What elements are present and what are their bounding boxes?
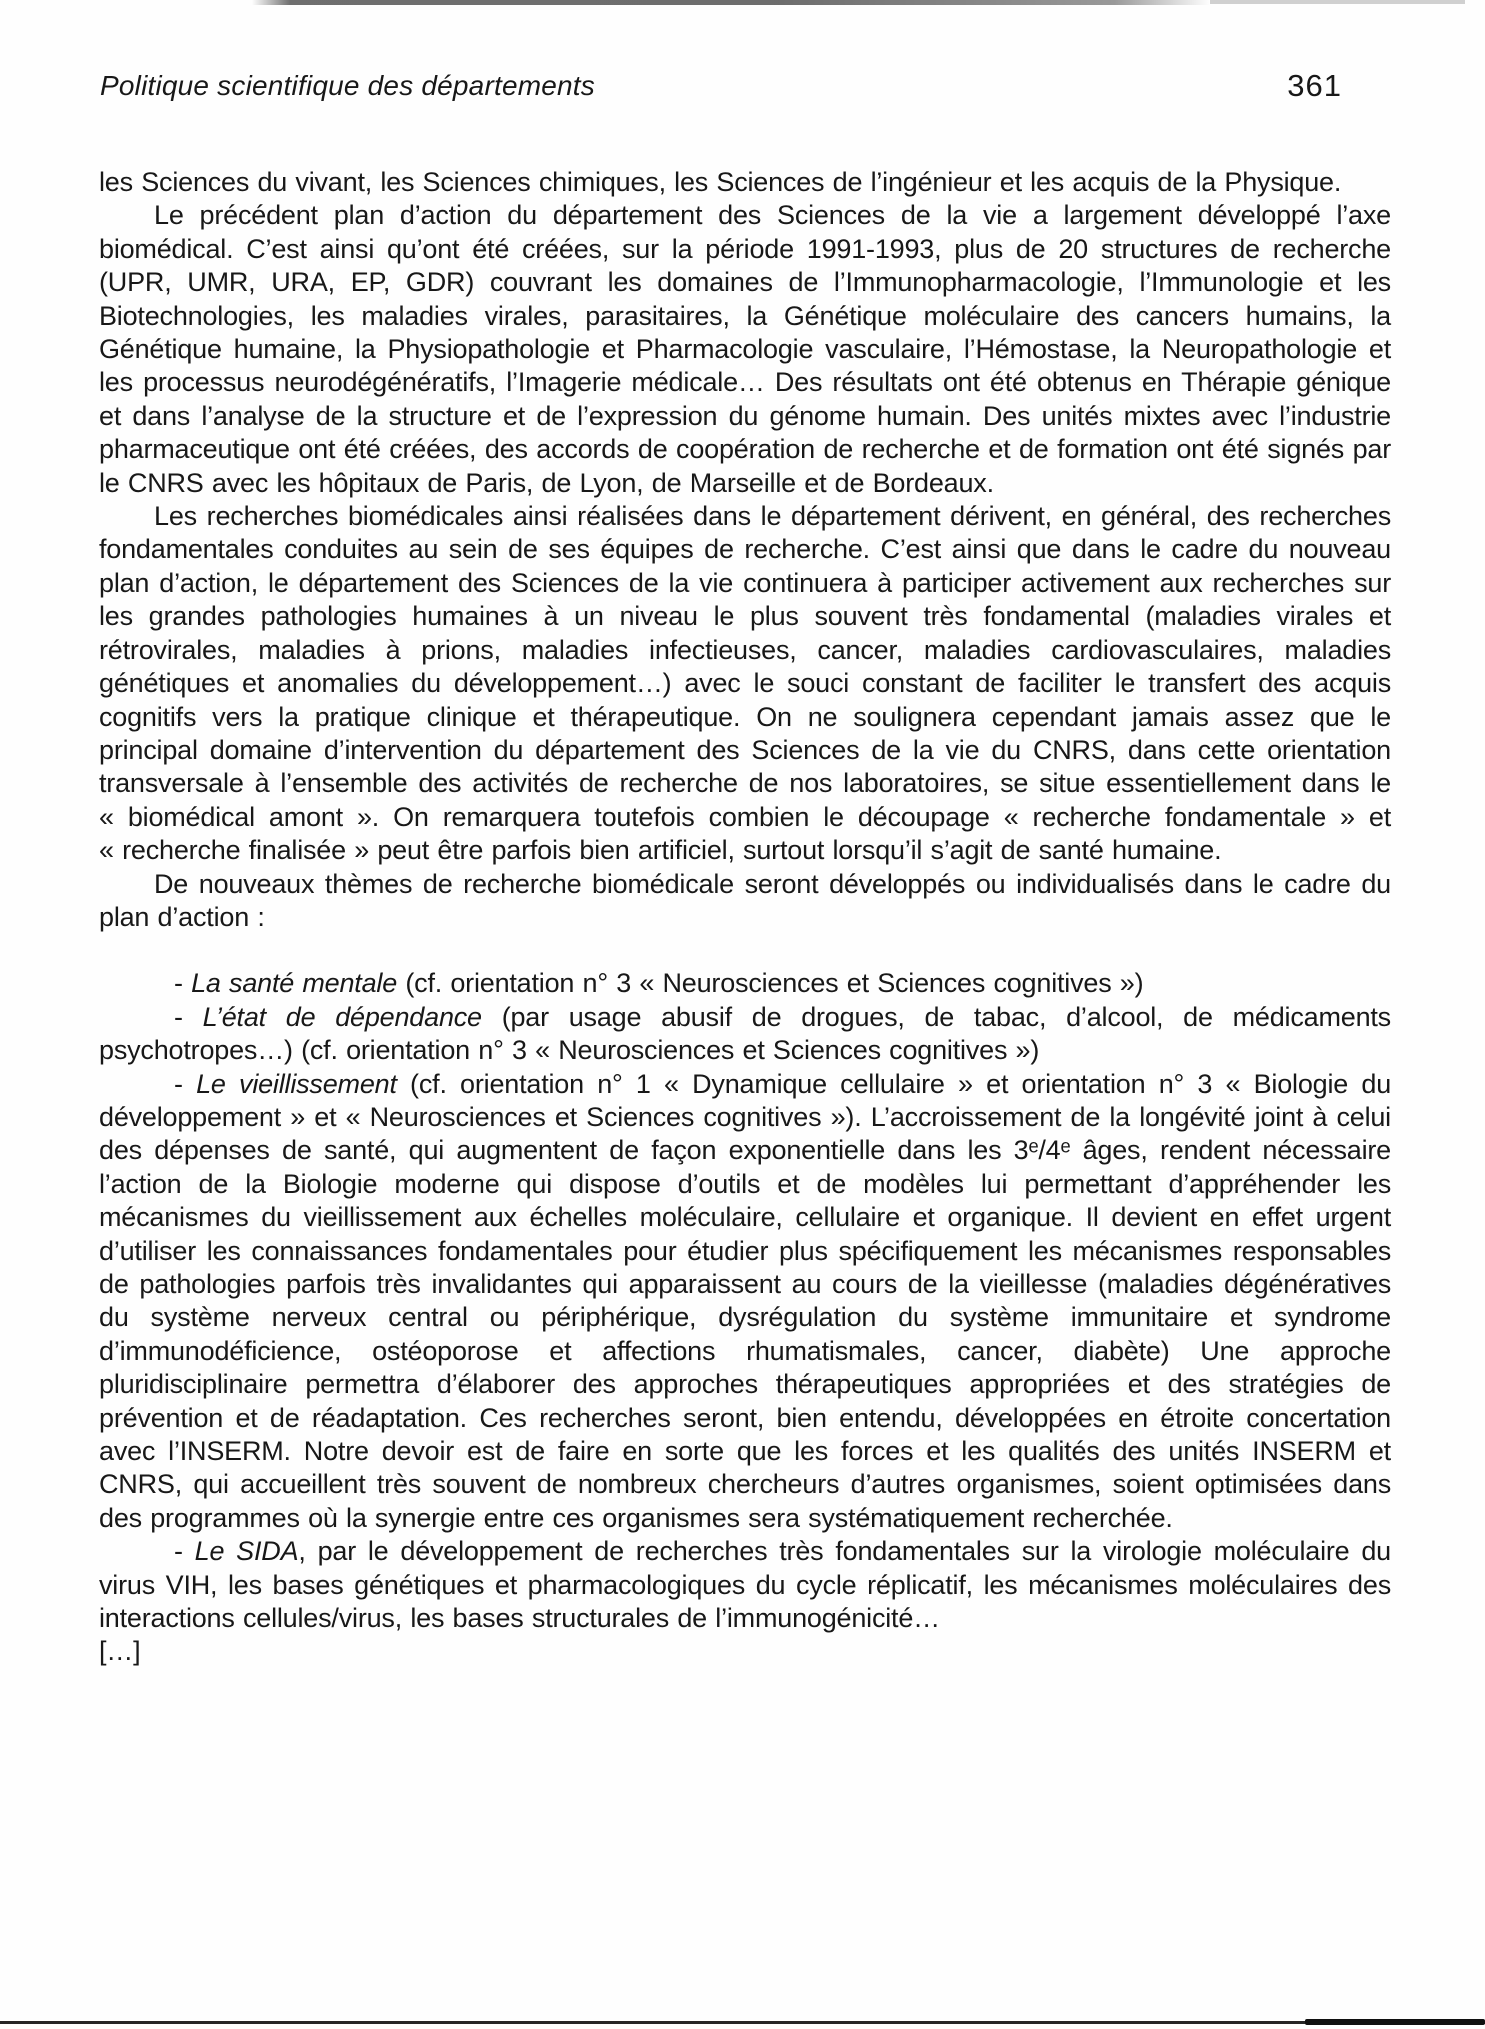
text-run: - — [174, 1536, 195, 1567]
paragraph — [99, 166, 1391, 199]
text-run: - — [174, 1068, 197, 1099]
text-run: De nouveaux thèmes de recherche biomédicale seront développés ou individualisés dans le cadre du plan d’action : — [99, 868, 1391, 932]
text-run: (par usage abusif de drogues, de tabac, d’alcool, de médicaments psychotropes…) (cf. orientation n° 3 « Neurosciences et Sciences cognitives ») — [99, 1001, 1391, 1066]
text-run: - — [174, 1001, 203, 1032]
list-item — [99, 1535, 1391, 1635]
paragraph — [99, 868, 1391, 935]
list-item — [99, 1068, 1391, 1536]
text-run: (cf. orientation n° 1 « Dynamique cellulaire » et orientation n° 3 « Biologie du développement » et « Neurosciences et Sciences cognitives »). L’accroissement de la longévité joint à celui des dépenses de santé, qui augmentent de façon exponentielle dans les 3ᵉ/4ᵉ âges, rendent nécessaire l’action de la Biologie moderne qui dispose d’outils et de modèles lui permettant d’appréhender les mécanismes du vieillissement aux échelles moléculaire, cellulaire et organique. Il devient en effet urgent d’utiliser les connaissances fondamentales pour étudier plus spécifiquement les mécanismes responsables de pathologies parfois très invalidantes qui apparaissent au cours de la vieillesse (maladies dégénératives du système nerveux central ou périphérique, dysrégulation du système immunitaire et syndrome d’immunodéficience, ostéoporose et affections rhumatismales, cancer, diabète) Une approche pluridisciplinaire permettra d’élaborer des approches thérapeutiques appropriées et des stratégies de prévention et de réadaptation. Ces recherches seront, bien entendu, développées en étroite concertation avec l’INSERM. Notre devoir est de faire en sorte que les forces et les qualités des unités INSERM et CNRS, qui accueillent très souvent de nombreux chercheurs d’autres organismes, soient optimisées dans des programmes où la synergie entre ces organismes sera systématiquement recherchée. — [99, 1068, 1392, 1533]
research-themes-list — [99, 967, 1391, 1635]
body-text — [99, 166, 1391, 1669]
list-item — [99, 1001, 1391, 1068]
scan-artifact-bottom-right — [1305, 2019, 1485, 2025]
list-item — [99, 967, 1391, 1000]
paragraph — [99, 500, 1391, 867]
scan-artifact-top — [252, 0, 1210, 5]
text-run: - — [174, 968, 192, 999]
text-run: , par le développement de recherches très fondamentales sur la virologie moléculaire du virus VIH, les bases génétiques et pharmacologiques du cycle réplicatif, les mécanismes moléculaires des interactions cellules/virus, les bases structurales de l’immunogénicité… — [99, 1536, 1392, 1634]
scan-artifact-bottom — [0, 2021, 1485, 2024]
italic-run: Le SIDA — [194, 1536, 299, 1567]
text-run: Les recherches biomédicales ainsi réalisées dans le département dérivent, en général, des recherches fondamentales conduites au sein de ses équipes de recherche. C’est ainsi que dans le cadre du nouveau plan d’action, le département des Sciences de la vie continuera à participer activement aux recherches sur les grandes pathologies humaines à un niveau le plus souvent très fondamental (maladies virales et rétrovirales, maladies à prions, maladies infectieuses, cancer, maladies cardiovasculaires, maladies génétiques et anomalies du développement…) avec le souci constant de faciliter le transfert des acquis cognitifs vers la pratique clinique et thérapeutique. On ne soulignera cependant jamais assez que le principal domaine d’intervention du département des Sciences de la vie du CNRS, dans cette orientation transversale à l’ensemble des activités de recherche de nos laboratoires, se situe essentiellement dans le « biomédical amont ». On remarquera toutefois combien le découpage « recherche fondamentale » et « recherche finalisée » peut être parfois bien artificiel, surtout lorsqu’il s’agit de santé humaine. — [99, 501, 1391, 866]
text-run: les Sciences du vivant, les Sciences chimiques, les Sciences de l’ingénieur et les acquis de la Physique. — [99, 167, 1342, 197]
paragraph — [99, 199, 1391, 500]
running-head — [100, 70, 1392, 114]
italic-run: Le vieillissement — [196, 1068, 397, 1099]
page-number: 361 — [1287, 68, 1342, 103]
ellipsis-line: […] — [99, 1636, 141, 1667]
text-run: Le précédent plan d’action du département des Sciences de la vie a largement développé l’axe biomédical. C’est ainsi qu’ont été créées, sur la période 1991-1993, plus de 20 structures de recherche (UPR, UMR, URA, EP, GDR) couvrant les domaines de l’Immunopharmacologie, l’Immunologie et les Biotechnologies, les maladies virales, parasitaires, la Génétique moléculaire des cancers humains, la Génétique humaine, la Physiopathologie et Pharmacologie vasculaire, l’Hémostase, la Neuropathologie et les processus neurodégénératifs, l’Imagerie médicale… Des résultats ont été obtenus en Thérapie génique et dans l’analyse de la structure et de l’expression du génome humain. Des unités mixtes avec l’industrie pharmaceutique ont été créées, des accords de coopération de recherche et de formation ont été signés par le CNRS avec les hôpitaux de Paris, de Lyon, de Marseille et de Bordeaux. — [99, 200, 1391, 498]
text-run: (cf. orientation n° 3 « Neurosciences et Sciences cognitives ») — [397, 968, 1144, 999]
italic-run: La santé mentale — [191, 968, 398, 999]
running-head-title: Politique scientifique des départements — [100, 70, 595, 101]
scan-artifact-top-right — [1210, 0, 1465, 4]
italic-run: L’état de dépendance — [202, 1001, 482, 1032]
intro-paragraphs — [99, 166, 1391, 934]
